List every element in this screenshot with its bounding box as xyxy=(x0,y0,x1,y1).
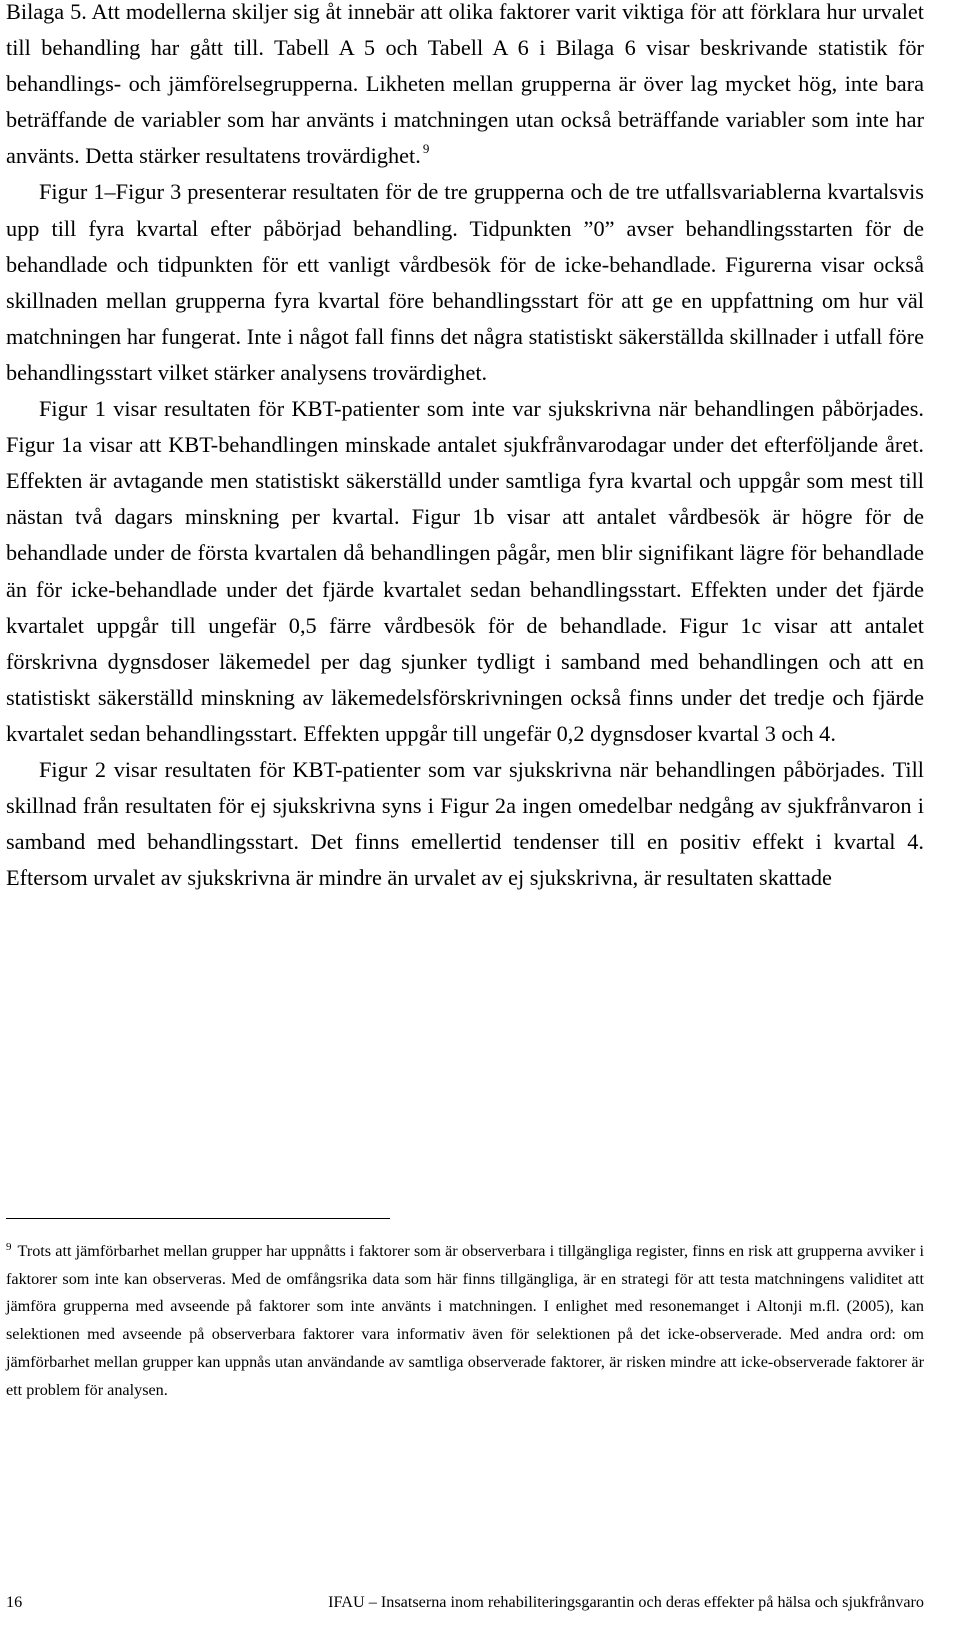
footnote xyxy=(6,1238,924,1404)
footnote-text: Trots att jämförbarhet mellan grupper har uppnåtts i faktorer som är observerbara i tillgängliga register, finns en risk att grupperna avviker i faktorer som inte kan observeras. Med de omfångsrika data som här finns tillgängliga, är en strategi för att testa matchningens validitet att jämföra grupperna med avseende på faktorer som inte använts i matchningen. I enlighet med resonemanget i Altonji m.fl. (2005), kan selektionen med avseende på observerbara faktorer vara informativ även för selektionen på det icke-observerade. Med andra ord: om jämförbarhet mellan grupper kan uppnås utan användande av samtliga observerade faktorer, är risken mindre att icke-observerade faktorer är ett problem för analysen. xyxy=(6,1242,924,1399)
footnote-separator xyxy=(6,1218,390,1219)
paragraph-1 xyxy=(6,0,924,174)
page-number: 16 xyxy=(6,1593,23,1611)
body-text xyxy=(6,0,924,896)
paragraph-4: Figur 2 visar resultaten för KBT-patienter som var sjukskrivna när behandlingen påbörjades. Till skillnad från resultaten för ej sjukskrivna syns i Figur 2a ingen omedelbar nedgång av sjukfrånvaron i samband med behandlingsstart. Det finns emellertid tendenser till en positiv effekt i kvartal 4. Eftersom urvalet av sjukskrivna är mindre än urvalet av ej sjukskrivna, är resultaten skattade xyxy=(6,756,924,891)
paragraph-2: Figur 1–Figur 3 presenterar resultaten för de tre grupperna och de tre utfallsvariablerna kvartalsvis upp till fyra kvartal efter påbörjad behandling. Tidpunkten ”0” avser behandlingsstarten för de behandlade och tidpunkten för ett vanligt vårdbesök för de icke-behandlade. Figurerna visar också skillnaden mellan grupperna fyra kvartal före behandlingsstart för att ge en uppfattning om hur väl matchningen har fungerat. Inte i något fall finns det några statistiskt säkerställda skillnader i utfall före behandlingsstart vilket stärker analysens trovärdighet. xyxy=(6,179,924,385)
footnote-number: 9 xyxy=(6,1241,12,1253)
running-head: IFAU – Insatserna inom rehabiliteringsgarantin och deras effekter på hälsa och sjukfrånvaro xyxy=(328,1593,924,1611)
footnote-paragraph xyxy=(6,1238,924,1404)
paragraph-1-text: Bilaga 5. Att modellerna skiljer sig åt innebär att olika faktorer varit viktiga för att förklara hur urvalet till behandling har gått till. Tabell A 5 och Tabell A 6 i Bilaga 6 visar beskrivande statistik för behandlings- och jämförelsegrupperna. Likheten mellan grupperna är över lag mycket hög, inte bara beträffande de variabler som har använts i matchningen utan också beträffande variabler som inte har använts. Detta stärker resultatens trovärdighet. xyxy=(6,0,924,169)
footnote-reference[interactable]: 9 xyxy=(422,141,430,157)
paragraph-3: Figur 1 visar resultaten för KBT-patienter som inte var sjukskrivna när behandlingen påbörjades. Figur 1a visar att KBT-behandlingen minskade antalet sjukfrånvarodagar under det efterföljande året. Effekten är avtagande men statistiskt säkerställd under samtliga fyra kvartal och uppgår som mest till nästan två dagars minskning per kvartal. Figur 1b visar att antalet vårdbesök är högre för de behandlade under de första kvartalen då behandlingen pågår, men blir signifikant lägre för behandlade än för icke-behandlade under det fjärde kvartalet sedan behandlingsstart. Effekten under det fjärde kvartalet uppgår till ungefär 0,5 färre vårdbesök för de behandlade. Figur 1c visar att antalet förskrivna dygnsdoser läkemedel per dag sjunker tydligt i samband med behandlingen och att en statistiskt säkerställd minskning av läkemedelsförskrivningen också finns under det tredje och fjärde kvartalet sedan behandlingsstart. Effekten uppgår till ungefär 0,2 dygnsdoser kvartal 3 och 4. xyxy=(6,396,924,746)
